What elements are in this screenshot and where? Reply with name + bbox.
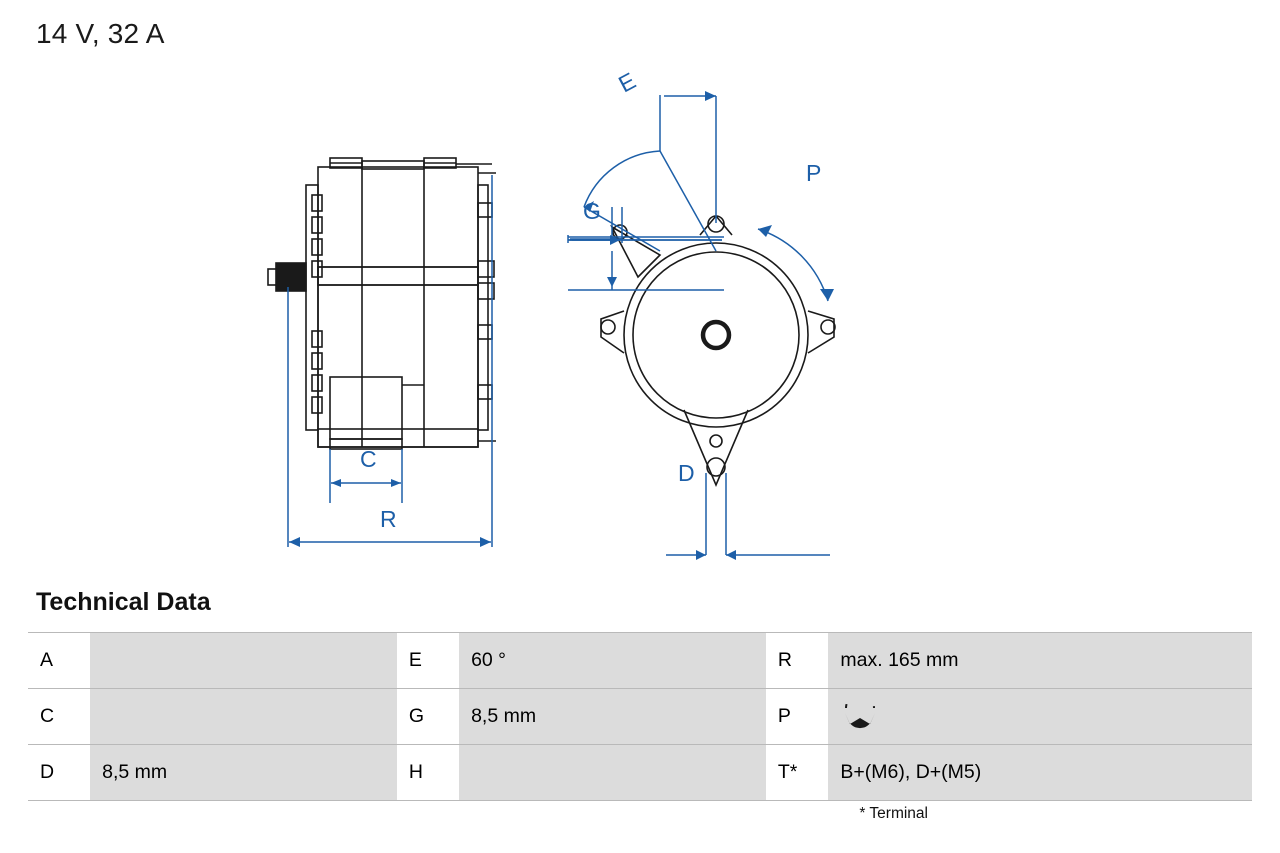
page-title: 14 V, 32 A: [36, 18, 165, 49]
row-value-e: 60 °: [459, 633, 766, 689]
row-value-c: [90, 689, 397, 745]
dimension-label-E: E: [614, 67, 640, 98]
dimension-label-C: C: [360, 446, 377, 472]
technical-data-heading: Technical Data: [36, 588, 211, 616]
table-row: [28, 633, 1252, 689]
row-key-g: G: [397, 689, 459, 745]
row-key-e: E: [397, 633, 459, 689]
row-value-p: [828, 689, 1252, 745]
row-value-h: [459, 745, 766, 801]
dimension-label-R: R: [380, 506, 397, 532]
row-key-t: T*: [766, 745, 829, 801]
row-value-a: [90, 633, 397, 689]
table-row: [28, 745, 1252, 801]
row-value-t: B+(M6), D+(M5): [828, 745, 1252, 801]
alternator-drawing: [0, 55, 1280, 575]
row-value-g: 8,5 mm: [459, 689, 766, 745]
row-key-h: H: [397, 745, 459, 801]
dimension-label-G: G: [583, 198, 601, 224]
row-key-a: A: [28, 633, 90, 689]
row-key-r: R: [766, 633, 829, 689]
row-value-r: max. 165 mm: [828, 633, 1252, 689]
dimension-label-D: D: [678, 460, 695, 486]
row-value-d: 8,5 mm: [90, 745, 397, 801]
dimension-label-P: P: [806, 160, 822, 186]
pulley-icon: [840, 704, 880, 730]
row-key-d: D: [28, 745, 90, 801]
table-row: [28, 689, 1252, 745]
row-key-c: C: [28, 689, 90, 745]
terminal-footnote: * Terminal: [859, 805, 928, 822]
technical-data-table: [28, 632, 1252, 801]
row-key-p: P: [766, 689, 829, 745]
